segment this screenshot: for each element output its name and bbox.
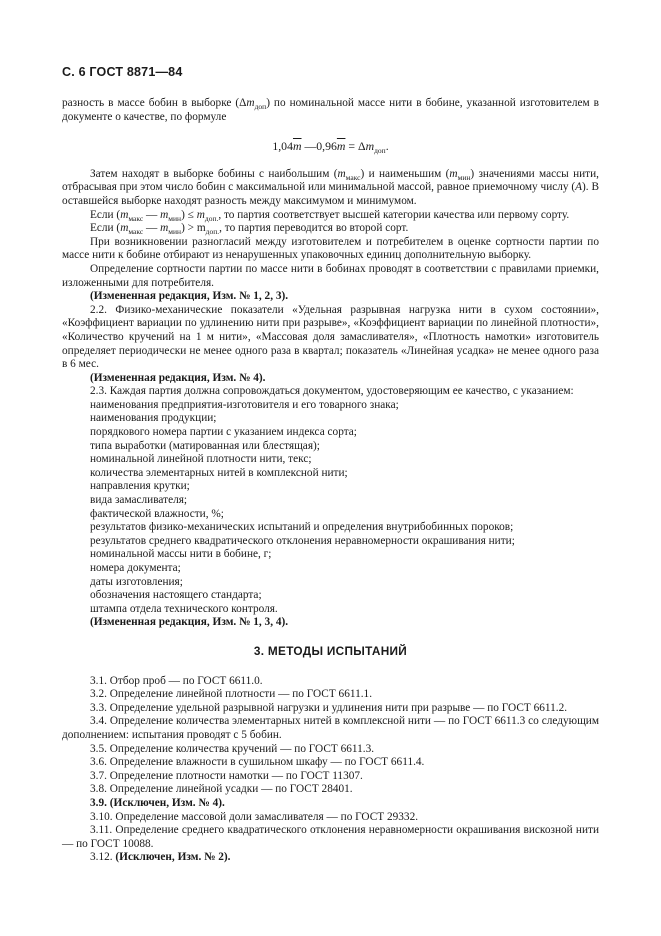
clause-3-1: 3.1. Отбор проб — по ГОСТ 6611.0. <box>90 674 263 687</box>
list-item: обозначения настоящего стандарта; <box>90 589 262 602</box>
paragraph-condition-second-grade: Если ($m_{макс}$ — $m_{мин}) > m_{доп.}$, то партия переводится во второй сорт. <box>90 222 409 237</box>
list-item: номинальной линейной плотности нити, текс; <box>90 453 312 466</box>
paragraph-selection: Затем находят в выборке бобины с наибольшим $(m_{макс})$ и наименьшим $(m_{мин})$ значениями массы нити, отбрасывая при этом число бобин с максимальной или минимальной массой, равное приемочному числу (A). В оставшейся выборке находят разность между максимумом и минимумом. <box>62 167 599 207</box>
clause-3-2: 3.2. Определение линейной плотности — по ГОСТ 6611.1. <box>90 688 373 701</box>
list-item: штампа отдела технического контроля. <box>90 602 278 615</box>
list-item: вида замасливателя; <box>90 494 188 507</box>
list-item: направления крутки; <box>90 480 190 493</box>
clause-3-7: 3.7. Определение плотности намотки — по ГОСТ 11307. <box>90 769 363 782</box>
amendment-note: (Измененная редакция, Изм. № 4). <box>90 371 266 384</box>
list-item: порядкового номера партии с указанием индекса сорта; <box>90 426 357 439</box>
clause-2-3: 2.3. Каждая партия должна сопровождаться документом, удостоверяющим ее качество, с указанием: <box>90 385 574 398</box>
list-item: типа выработки (матированная или блестящая); <box>90 439 320 452</box>
paragraph-condition-first-grade: Если ($m_{макс}$ — $m_{мин}) \le m_{доп.}$, то партия соответствует высшей категории качества или первому сорту. <box>90 208 570 223</box>
clause-3-4: 3.4. Определение количества элементарных нитей в комплексной нити — по ГОСТ 6611.3 со следующим дополнением: испытания проводят с 5 бобин. <box>62 715 599 741</box>
list-item: наименования продукции; <box>90 412 217 425</box>
clause-3-12: 3.12. (Исключен, Изм. № 2). <box>90 851 231 864</box>
clause-3-10: 3.10. Определение массовой доли замасливателя — по ГОСТ 29332. <box>90 810 419 823</box>
list-item: наименования предприятия-изготовителя и его товарного знака; <box>90 398 399 411</box>
paragraph-intro: разность в массе бобин в выборке $(\Delta m_{доп})$ по номинальной массе нити в бобине, указанной изготовителем в документе о качестве, по формуле <box>62 97 599 123</box>
paragraph-grading: Определение сортности партии по массе нити в бобинах проводят в соответствии с правилами приемки, изложенными для потребителя. <box>62 262 599 289</box>
document-body <box>62 97 599 865</box>
list-item: фактической влажности, %; <box>90 507 224 520</box>
section-title: 3. МЕТОДЫ ИСПЫТАНИЙ <box>253 643 408 658</box>
clause-3-6: 3.6. Определение влажности в сушильном шкафу — по ГОСТ 6611.4. <box>90 756 425 769</box>
clause-2-2: 2.2. Физико-механические показатели «Удельная разрывная нагрузка нити в сухом состоянии», «Коэффициент вариации по удлинению нити при разрыве», «Коэффициент вариации по линейной плотности», «Количество кручений на 1 м нити», «Массовая доля замасливателя», «Плотность намотки» изготовитель определяет периодически не менее одного раза в квартал; показатель «Линейная усадка» не менее одного раза в 6 мес. <box>62 303 599 371</box>
list-item: номинальной массы нити в бобине, г; <box>90 548 272 561</box>
list-item: даты изготовления; <box>90 575 183 588</box>
clause-3-3: 3.3. Определение удельной разрывной нагрузки и удлинения нити при разрыве — по ГОСТ 6611.2. <box>90 701 568 714</box>
clause-3-11: 3.11. Определение среднего квадратического отклонения неравномерности окрашивания вискозной нити — по ГОСТ 10088. <box>62 824 599 850</box>
clause-3-5: 3.5. Определение количества кручений — по ГОСТ 6611.3. <box>90 742 375 755</box>
amendment-note: (Измененная редакция, Изм. № 1, 2, 3). <box>90 290 289 303</box>
page-header: С. 6 ГОСТ 8871—84 <box>62 65 183 79</box>
clause-3-9: 3.9. (Исключен, Изм. № 4). <box>90 796 225 809</box>
list-item: результатов физико-механических испытаний и определения внутрибобинных пороков; <box>90 521 514 534</box>
paragraph-disputes: При возникновении разногласий между изготовителем и потребителем в оценке сортности партии по массе нити к бобине отбирают из ненарушенных упаковочных единиц дополнительную выборку. <box>62 235 599 262</box>
list-item: результатов среднего квадратического отклонения неравномерности окрашивания нити; <box>90 534 515 547</box>
amendment-note: (Измененная редакция, Изм. № 1, 3, 4). <box>90 616 289 629</box>
clause-3-8: 3.8. Определение линейной усадки — по ГОСТ 28401. <box>90 783 353 796</box>
document-contents-list <box>62 399 599 617</box>
list-item: количества элементарных нитей в комплексной нити; <box>90 466 348 479</box>
formula: $1,04\overline{m}$ $—0,96\overline{m} = \Delta m_{доп}$. <box>272 139 389 156</box>
list-item: номера документа; <box>90 562 181 574</box>
